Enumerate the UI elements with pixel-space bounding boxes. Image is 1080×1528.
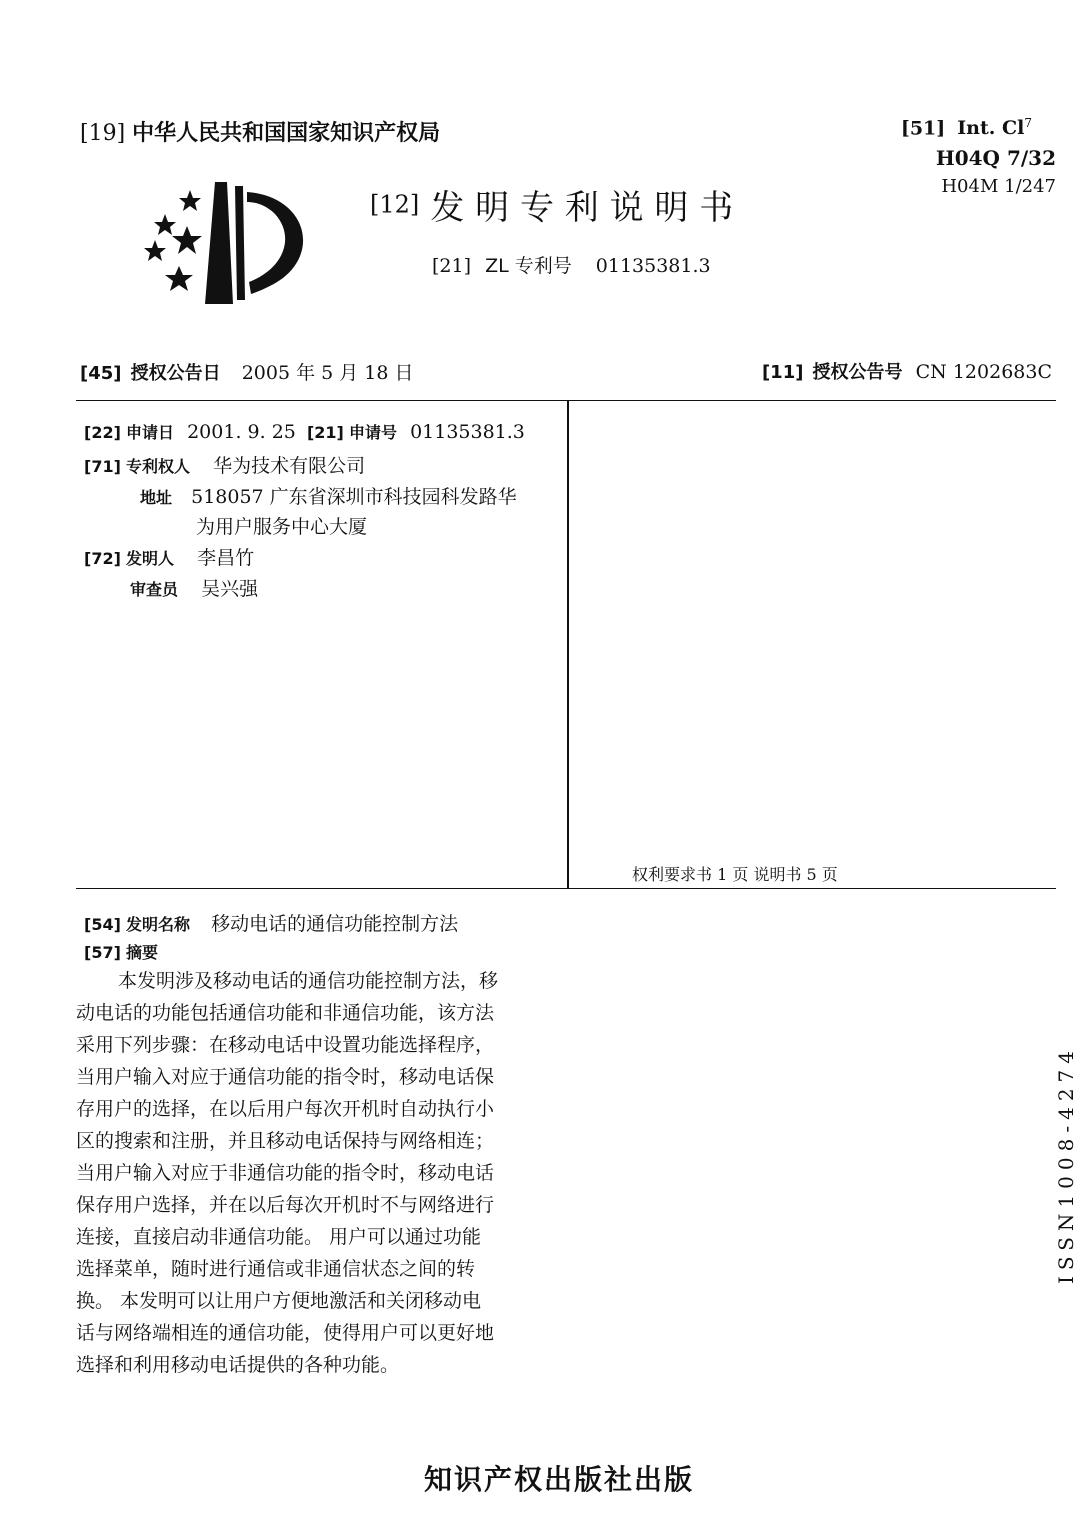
doc-type-code: [12] <box>370 190 420 219</box>
app-code: [21] <box>306 423 344 442</box>
office-code: [19] <box>80 121 126 146</box>
intcl-secondary: H04M 1/247 <box>941 176 1056 197</box>
grant-date-code: [45] <box>80 363 122 384</box>
abstract-line: 当用户输入对应于非通信功能的指令时，移动电话 <box>76 1162 495 1184</box>
office-name: 中华人民共和国国家知识产权局 <box>132 121 441 146</box>
star-icon <box>165 266 193 291</box>
title-line <box>84 909 458 936</box>
abstract-line: 换。 本发明可以让用户方便地激活和关闭移动电 <box>76 1290 482 1312</box>
grant-pub-value: CN 1202683C <box>915 361 1052 383</box>
pages-note: 权利要求书 1 页 说明书 5 页 <box>632 865 838 884</box>
filing-code: [22] <box>84 423 121 442</box>
star-icon <box>179 190 201 211</box>
grant-pub-code: [11] <box>761 362 804 383</box>
address-label: 地址 <box>140 488 173 507</box>
app-label: 申请号 <box>348 423 397 442</box>
holder-line <box>84 451 365 478</box>
doc-type-line <box>370 180 733 229</box>
patent-no-label: ZL 专利号 <box>485 255 572 277</box>
abstract-line: 本发明涉及移动电话的通信功能控制方法，移 <box>118 970 499 992</box>
abstract-line: 连接，直接启动非通信功能。 用户可以通过功能 <box>76 1226 482 1248</box>
title-code: [54] <box>84 915 121 934</box>
divider-bottom <box>76 888 1056 889</box>
star-icon <box>172 226 202 254</box>
holder-name: 华为技术有限公司 <box>213 455 366 477</box>
intcl-primary: H04Q 7/32 <box>935 146 1056 170</box>
divider-vertical <box>567 400 569 888</box>
intcl-label: Int. Cl <box>957 117 1025 140</box>
cnipa-emblem-logo <box>135 178 315 308</box>
inventor-name: 李昌竹 <box>197 547 255 569</box>
intcl-code: [51] <box>900 117 946 140</box>
patent-no-code: [21] <box>432 255 472 277</box>
filing-label: 申请日 <box>125 423 174 442</box>
issn-vertical: ISSN1008-4274 <box>1054 1045 1078 1285</box>
grant-pub-label: 授权公告号 <box>812 362 903 383</box>
abstract-line: 采用下列步骤：在移动电话中设置功能选择程序， <box>76 1034 495 1056</box>
abstract-heading <box>84 940 158 963</box>
grant-date-line <box>80 358 414 385</box>
holder-label: 专利权人 <box>125 457 190 476</box>
intcl-line <box>901 116 1032 139</box>
publisher: 知识产权出版社出版 <box>424 1463 695 1496</box>
examiner-name: 吴兴强 <box>201 578 259 600</box>
inventor-line <box>84 543 254 570</box>
grant-date-label: 授权公告日 <box>130 363 221 384</box>
abstract-line: 区的搜索和注册，并且移动电话保持与网络相连； <box>76 1130 495 1152</box>
patent-no-line <box>432 251 711 278</box>
abstract-line: 动电话的功能包括通信功能和非通信功能，该方法 <box>76 1002 495 1024</box>
abstract-line: 选择菜单，随时进行通信或非通信状态之间的转 <box>76 1258 476 1280</box>
abstract-line: 话与网络端相连的通信功能，使得用户可以更好地 <box>76 1322 495 1344</box>
filing-line <box>84 420 525 443</box>
office-line <box>80 116 440 147</box>
address-line <box>140 482 517 509</box>
grant-pub-line <box>762 358 1052 384</box>
abstract-line: 当用户输入对应于通信功能的指令时，移动电话保 <box>76 1066 495 1088</box>
address-value-2: 为用户服务中心大厦 <box>196 516 368 538</box>
doc-type-title: 发 明 专 利 说 明 书 <box>430 188 734 228</box>
title-label: 发明名称 <box>125 915 190 934</box>
abstract-label: 摘要 <box>125 943 158 962</box>
star-icon <box>144 240 166 261</box>
abstract-code: [57] <box>84 943 121 962</box>
grant-date-value: 2005 年 5 月 18 日 <box>241 362 414 384</box>
app-no: 01135381.3 <box>410 421 525 443</box>
filing-date: 2001. 9. 25 <box>187 421 296 443</box>
patent-no-value: 01135381.3 <box>595 255 711 277</box>
invention-title: 移动电话的通信功能控制方法 <box>211 913 459 935</box>
inventor-code: [72] <box>84 549 121 568</box>
abstract-line: 选择和利用移动电话提供的各种功能。 <box>76 1354 400 1376</box>
divider-top <box>76 400 1056 401</box>
examiner-label: 审查员 <box>130 580 179 599</box>
holder-code: [71] <box>84 457 121 476</box>
inventor-label: 发明人 <box>125 549 174 568</box>
star-icon <box>154 214 176 235</box>
intcl-sup: 7 <box>1024 116 1032 130</box>
abstract-line: 保存用户选择，并在以后每次开机时不与网络进行 <box>76 1194 495 1216</box>
abstract-line: 存用户的选择，在以后用户每次开机时自动执行小 <box>76 1098 495 1120</box>
address-value-1: 518057 广东省深圳市科技园科发路华 <box>191 486 517 508</box>
examiner-line <box>130 574 258 601</box>
